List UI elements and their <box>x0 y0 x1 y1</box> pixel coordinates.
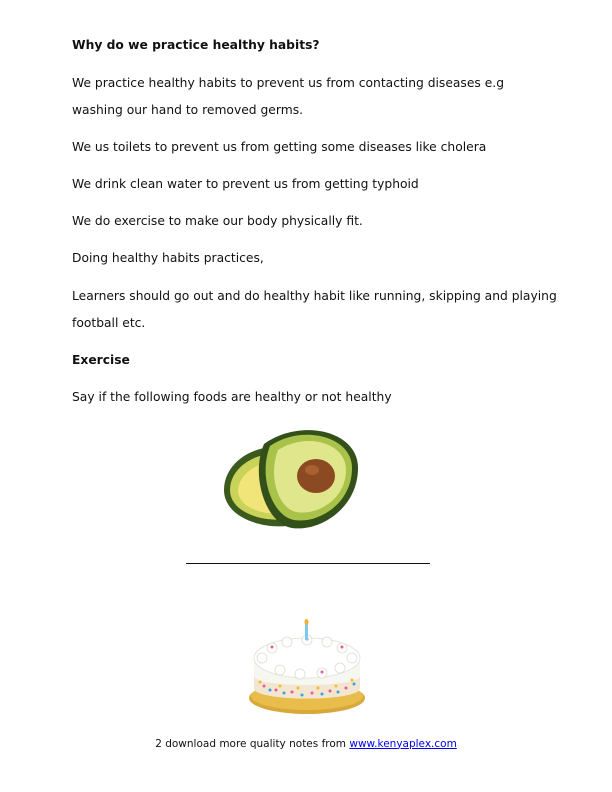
page-footer <box>0 738 612 750</box>
page-heading: Why do we practice healthy habits? <box>72 38 320 52</box>
paragraph-line: We drink clean water to prevent us from getting typhoid <box>72 177 419 191</box>
exercise-heading: Exercise <box>72 353 130 367</box>
exercise-instruction: Say if the following foods are healthy or not healthy <box>72 390 392 404</box>
cake-image <box>242 618 372 718</box>
avocado-image <box>220 420 360 532</box>
paragraph-line: We practice healthy habits to prevent us from contacting diseases e.g <box>72 76 504 90</box>
footer-text: 2 download more quality notes from <box>155 737 350 750</box>
paragraph-line: washing our hand to removed germs. <box>72 103 304 117</box>
answer-blank-line <box>186 563 430 564</box>
paragraph-line: We do exercise to make our body physically fit. <box>72 214 363 228</box>
paragraph-line: football etc. <box>72 316 146 330</box>
footer-link[interactable]: www.kenyaplex.com <box>349 737 457 750</box>
paragraph-line: Doing healthy habits practices, <box>72 251 264 265</box>
paragraph-line: We us toilets to prevent us from getting some diseases like cholera <box>72 140 487 154</box>
paragraph-line: Learners should go out and do healthy habit like running, skipping and playing <box>72 289 557 303</box>
